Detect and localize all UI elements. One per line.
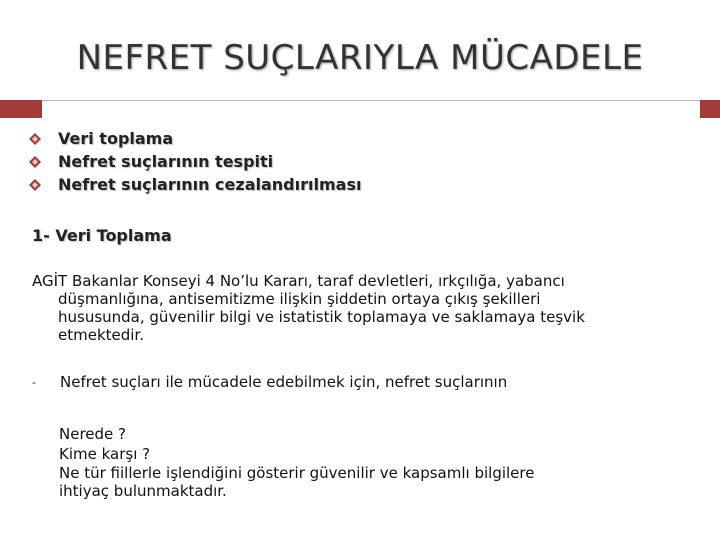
question-line: ihtiyaç bulunmaktadır.: [59, 482, 227, 500]
title-divider-accent-right: [700, 100, 720, 118]
diamond-bullet-icon: [28, 132, 42, 146]
bullet-text: Veri toplama: [58, 129, 174, 148]
diamond-bullet-icon: [28, 155, 42, 169]
bullet-item: [28, 127, 361, 150]
title-divider-line: [42, 100, 720, 119]
title-divider-accent: [0, 100, 42, 118]
dash-item-text: Nefret suçları ile mücadele edebilmek için, nefret suçlarının: [60, 373, 508, 391]
section-heading: 1- Veri Toplama: [32, 226, 172, 245]
question-line: Ne tür fiillerle işlendiğini gösterir güvenilir ve kapsamlı bilgilere: [59, 464, 535, 482]
paragraph-line: düşmanlığına, antisemitizme ilişkin şiddetin ortaya çıkış şekilleri: [58, 290, 541, 308]
paragraph-line: hususunda, güvenilir bilgi ve istatistik toplamaya ve saklamaya teşvik: [58, 308, 585, 326]
bullet-text: Nefret suçlarının cezalandırılması: [58, 175, 362, 194]
bullet-text: Nefret suçlarının tespiti: [58, 152, 274, 171]
question-line: Kime karşı ?: [59, 445, 151, 463]
paragraph-line: etmektedir.: [58, 326, 144, 344]
paragraph: [32, 272, 712, 344]
bullet-item: [28, 150, 361, 173]
bullet-list: [28, 127, 361, 196]
bullet-item: [28, 173, 361, 196]
diamond-bullet-icon: [28, 178, 42, 192]
dash-marker: -: [32, 376, 36, 389]
paragraph-line: AGİT Bakanlar Konseyi 4 No’lu Kararı, taraf devletleri, ırkçılığa, yabancı: [32, 272, 565, 290]
question-list: [59, 424, 699, 500]
slide-title: NEFRET SUÇLARIYLA MÜCADELE: [76, 38, 644, 78]
dash-item: [32, 373, 507, 391]
question-line: Nerede ?: [59, 425, 126, 443]
